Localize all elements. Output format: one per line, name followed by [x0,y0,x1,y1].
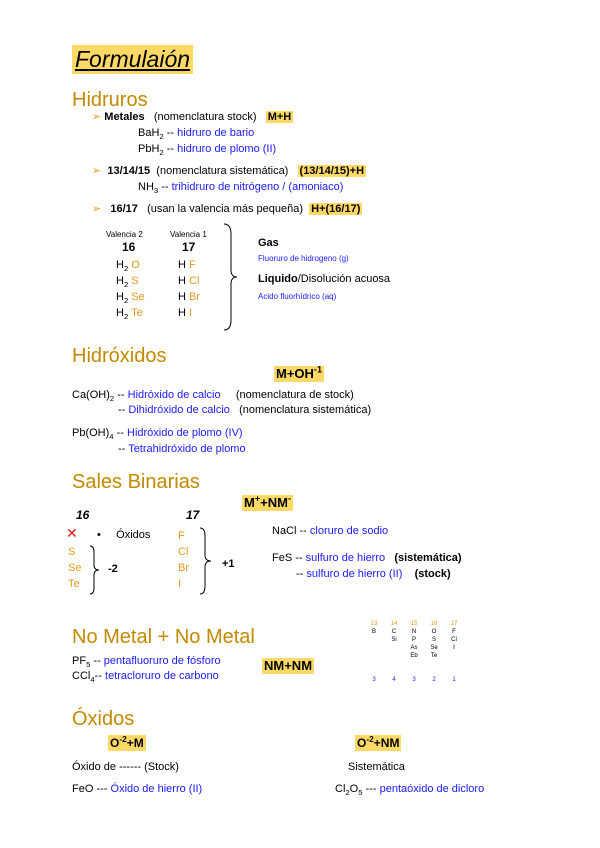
right-brace-icon [198,526,214,596]
right-brace-icon [222,222,242,332]
example-nh3: $NH_3$ -- trihidruro de nitrógeno / (amoniaco) [138,181,344,196]
hidruros-col16: $H_2$ O $H_2$ S $H_2$ Se $H_2$ Te [116,259,145,322]
sales-group-17: 17 [186,508,200,522]
valencia-2-label: Valencia 2 [106,230,143,239]
bullet-arrow-icon: ➢ [92,203,102,215]
mini-periodic-table: 13 14 15 16 17 B C Si N P As Eb O S Se Te F Cl I 3 4 3 2 1 [370,621,458,683]
example-pboh4: $Pb(OH)_4$ -- Hidróxido de plomo (IV) [72,427,243,442]
hidroxidos-formula: $M+OH^{-1}$ [276,364,323,381]
heading-sales-binarias: Sales Binarias [72,471,200,493]
heading-no-metal: No Metal + No Metal [72,626,255,648]
group-16-label: 16 [122,240,136,254]
heading-hidroxidos: Hidróxidos [72,345,167,367]
example-feo: FeO --- Óxido de hierro (II) [72,783,203,795]
example-bah2: BaH$_2$ -- hidruro de bario [138,127,255,142]
page-title: Formulaión [72,45,193,74]
hidruros-1617-line: ➢ 16/17 (usan la valencia más pequeña) H+(16/17) [92,203,361,215]
example-nacl: NaCl -- cloruro de sodio [272,525,389,537]
cross-icon: ✕ [66,525,78,541]
liquido-label: Liquido/Disolución acuosa [258,273,391,285]
example-pbh2: PbH$_2$ -- hidruro de plomo (II) [138,143,277,158]
metales-label: Metales [104,111,145,123]
example-fes-stock: -- sulfuro de hierro (II) (stock) [296,568,451,580]
sales-col17: F Cl Br I [178,530,189,590]
metales-note: (nomenclatura stock) [153,111,257,123]
oxidos-note: • Óxidos [97,529,151,541]
heading-hidruros: Hidruros [72,89,148,111]
nometal-formula: NM+NM [264,658,313,673]
oxidos-formula-nometal: $O^{-2}+NM$ [357,734,400,750]
hidruros-131415-line: ➢ 13/14/15 (nomenclatura sistemática) (13/14/15)+H [92,165,365,177]
group-17-label: 17 [182,240,196,254]
liquido-name: Acido fluorhídrico (aq) [258,292,337,301]
bullet-arrow-icon: ➢ [92,111,102,123]
valence-17: +1 [222,558,235,570]
hidruros-metales-line [92,110,293,124]
sales-formula: M++NM- [244,493,291,510]
heading-oxidos: Óxidos [72,708,135,730]
grupo16-formula: H+(16/17) [311,203,361,215]
oxidos-stock-label: Óxido de ------ (Stock) [72,761,179,773]
right-brace-icon [88,544,102,596]
sales-group-16: 16 [76,508,90,522]
oxidos-sist-label: Sistemática [348,761,405,773]
example-fes: FeS -- sulfuro de hierro (sistemática) [272,552,462,564]
example-cl2o5: $Cl_2O_5$ --- pentaóxido de dicloro [335,783,485,798]
example-pf5: $PF_5$ -- pentafluoruro de fósforo [72,655,221,670]
example-ccl4: CCl$_4$-- tetracloruro de carbono [72,670,219,685]
bullet-arrow-icon: ➢ [92,165,102,177]
gas-label: Gas [258,237,279,249]
oxidos-formula-metal: $O^{-2}+M$ [110,734,144,750]
sales-col16: S Se Te [68,546,82,590]
example-pboh4-sist: -- Tetrahidróxido de plomo [118,443,246,455]
example-caoh2: $Ca(OH)_2$ -- Hidróxido de calcio (nomenclatura de stock) [72,389,354,404]
example-caoh2-sist: -- Dihidróxido de calcio (nomenclatura sistemática) [118,404,372,416]
metales-formula: M+H [267,111,292,123]
valence-16: -2 [108,563,118,575]
gas-name: Fluoruro de hidrogeno (g) [258,254,349,263]
grupo13-formula: (13/14/15)+H [299,165,365,177]
hidruros-col17: H F H Cl H Br H I [178,259,201,319]
valencia-1-label: Valencia 1 [170,230,207,239]
